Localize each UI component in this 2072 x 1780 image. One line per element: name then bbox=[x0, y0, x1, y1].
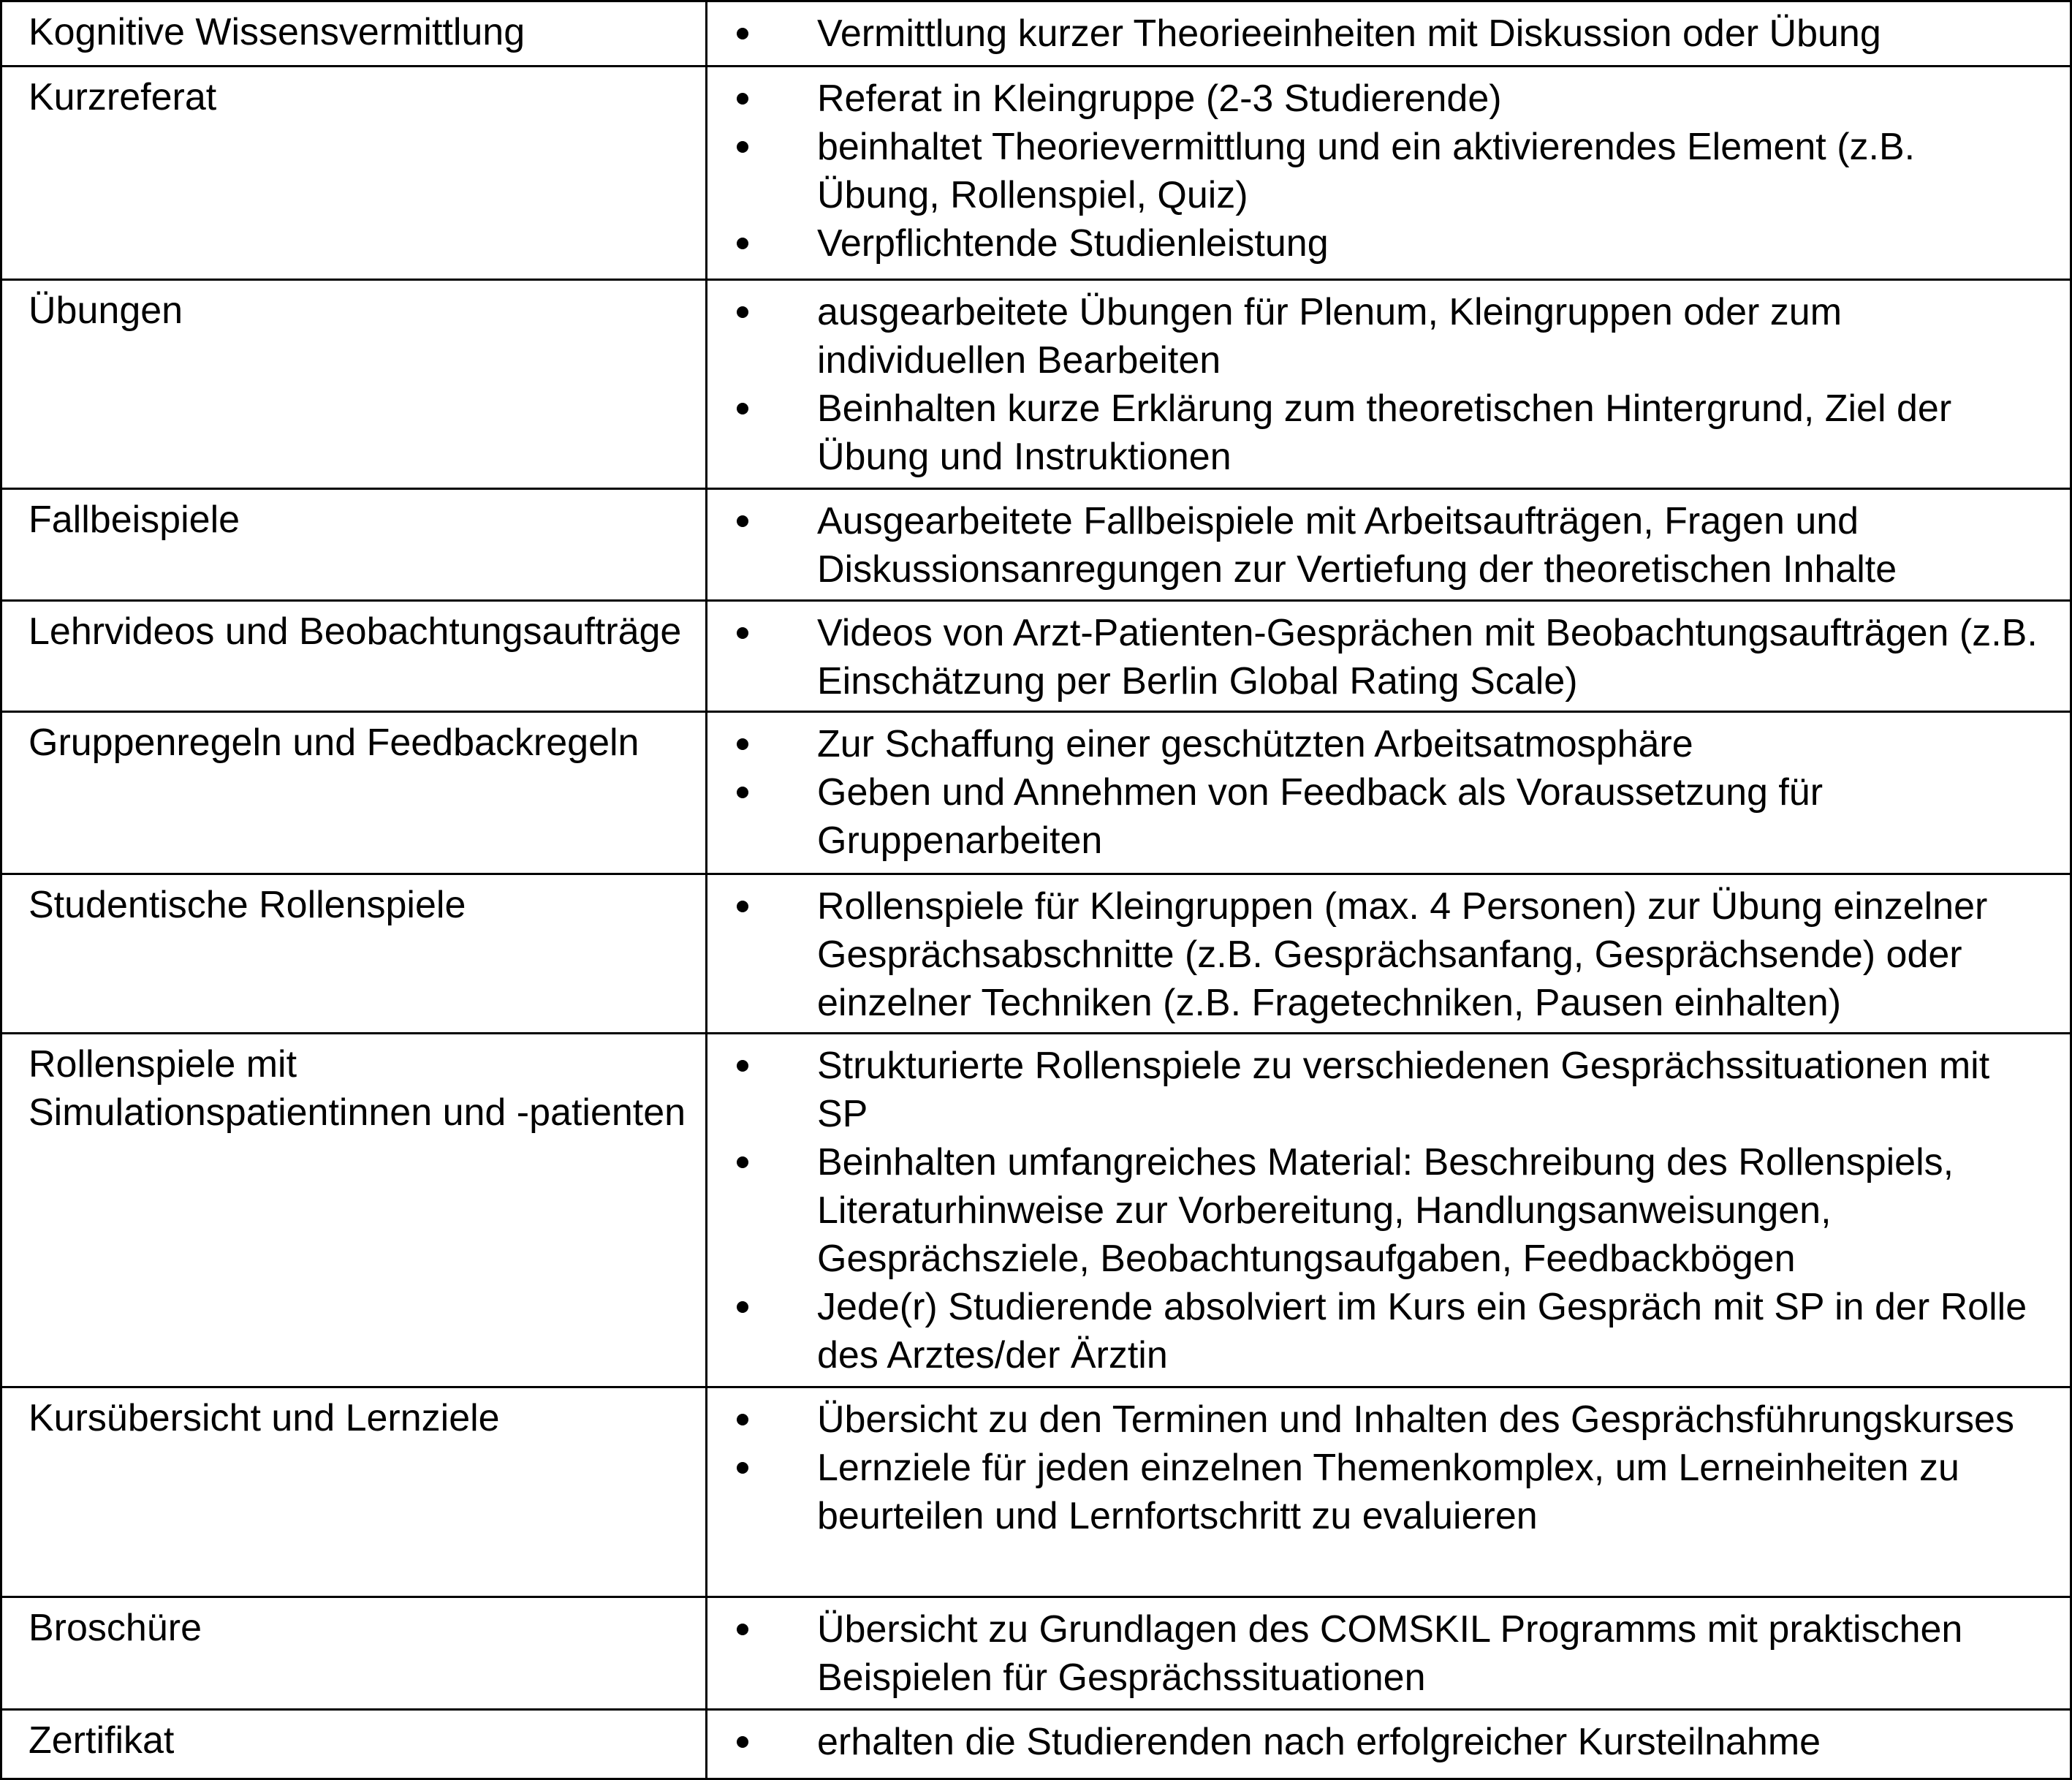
bullet-text: Videos von Arzt-Patienten-Gesprächen mit Beobachtungsaufträgen (z.B. Einschätzung per Berlin Global Rating Scale) bbox=[817, 612, 2038, 702]
bullet-icon bbox=[737, 141, 748, 153]
row-label-cell bbox=[1, 1, 707, 67]
list-item bbox=[707, 288, 2048, 385]
list-item bbox=[707, 1138, 2048, 1283]
list-item bbox=[707, 1395, 2048, 1444]
table-row bbox=[1, 67, 2071, 280]
table-row bbox=[1, 874, 2071, 1034]
bullet-icon bbox=[737, 238, 748, 249]
bullet-icon bbox=[737, 1736, 748, 1748]
row-label-cell bbox=[1, 280, 707, 489]
row-label: Kognitive Wissensvermittlung bbox=[29, 11, 525, 53]
bullet-icon bbox=[737, 1462, 748, 1474]
row-label-cell bbox=[1, 67, 707, 280]
bullet-text: Verpflichtende Studienleistung bbox=[817, 222, 1329, 265]
list-item bbox=[707, 882, 2048, 1027]
table-row bbox=[1, 712, 2071, 874]
row-label-cell bbox=[1, 601, 707, 712]
row-label: Fallbeispiele bbox=[29, 499, 240, 541]
row-label: Kurzreferat bbox=[29, 76, 217, 118]
bullet-list bbox=[707, 1395, 2048, 1540]
row-content-cell bbox=[707, 874, 2071, 1034]
row-content-cell bbox=[707, 1597, 2071, 1710]
list-item bbox=[707, 75, 2048, 123]
list-item bbox=[707, 385, 2048, 481]
row-content-cell bbox=[707, 1387, 2071, 1597]
row-label-cell bbox=[1, 1034, 707, 1387]
list-item bbox=[707, 219, 2048, 268]
row-label: Zertifikat bbox=[29, 1719, 175, 1762]
bullet-text: beinhaltet Theorievermittlung und ein aktivierendes Element (z.B. Übung, Rollenspiel, Quiz) bbox=[817, 126, 1916, 216]
row-content-cell bbox=[707, 489, 2071, 601]
row-label: Übungen bbox=[29, 289, 183, 332]
bullet-text: Übersicht zu Grundlagen des COMSKIL Programms mit praktischen Beispielen für Gesprächssituationen bbox=[817, 1608, 1963, 1699]
bullet-text: Übersicht zu den Terminen und Inhalten des Gesprächsführungskurses bbox=[817, 1398, 2014, 1441]
bullet-icon bbox=[737, 28, 748, 39]
row-label: Gruppenregeln und Feedbackregeln bbox=[29, 722, 640, 764]
table-row bbox=[1, 1597, 2071, 1710]
row-label: Kursübersicht und Lernziele bbox=[29, 1397, 500, 1439]
bullet-text: Ausgearbeitete Fallbeispiele mit Arbeitsaufträgen, Fragen und Diskussionsanregungen zur Vertiefung der theoretischen Inhalte bbox=[817, 500, 1897, 591]
table-row bbox=[1, 1, 2071, 67]
bullet-text: Zur Schaffung einer geschützten Arbeitsatmosphäre bbox=[817, 723, 1693, 765]
row-label: Rollenspiele mit Simulationspatientinnen und -patienten bbox=[29, 1043, 686, 1134]
bullet-list bbox=[707, 288, 2048, 481]
bullet-list bbox=[707, 1605, 2048, 1702]
bullet-text: erhalten die Studierenden nach erfolgreicher Kursteilnahme bbox=[817, 1721, 1821, 1763]
bullet-list bbox=[707, 497, 2048, 594]
bullet-icon bbox=[737, 787, 748, 798]
bullet-text: Strukturierte Rollenspiele zu verschiedenen Gesprächssituationen mit SP bbox=[817, 1045, 1990, 1135]
bullet-list bbox=[707, 609, 2048, 705]
bullet-text: Rollenspiele für Kleingruppen (max. 4 Personen) zur Übung einzelner Gesprächsabschnitte (z.B. Gesprächsanfang, Gesprächsende) oder einzelner Techniken (z.B. Fragetechniken, Pausen einhalten) bbox=[817, 885, 1988, 1024]
row-content-cell bbox=[707, 1710, 2071, 1779]
bullet-list bbox=[707, 720, 2048, 865]
bullet-text: Beinhalten umfangreiches Material: Beschreibung des Rollenspiels, Literaturhinweise zur Vorbereitung, Handlungsanweisungen, Gesprächsziele, Beobachtungsaufgaben, Feedbackbögen bbox=[817, 1141, 1954, 1280]
bullet-text: Geben und Annehmen von Feedback als Voraussetzung für Gruppenarbeiten bbox=[817, 771, 1824, 862]
list-item bbox=[707, 1042, 2048, 1138]
list-item bbox=[707, 1444, 2048, 1540]
row-label-cell bbox=[1, 712, 707, 874]
bullet-icon bbox=[737, 93, 748, 105]
bullet-text: Vermittlung kurzer Theorieeinheiten mit Diskussion oder Übung bbox=[817, 12, 1881, 55]
list-item bbox=[707, 768, 2048, 865]
row-content-cell bbox=[707, 280, 2071, 489]
bullet-icon bbox=[737, 1060, 748, 1072]
row-content-cell bbox=[707, 67, 2071, 280]
row-label: Broschüre bbox=[29, 1607, 202, 1649]
table-row bbox=[1, 489, 2071, 601]
bullet-text: Lernziele für jeden einzelnen Themenkomplex, um Lerneinheiten zu beurteilen und Lernfortschritt zu evaluieren bbox=[817, 1447, 1959, 1537]
bullet-icon bbox=[737, 738, 748, 750]
bullet-list bbox=[707, 1718, 2048, 1766]
row-content-cell bbox=[707, 712, 2071, 874]
list-item bbox=[707, 10, 2048, 58]
bullet-icon bbox=[737, 901, 748, 912]
row-label-cell bbox=[1, 1710, 707, 1779]
list-item bbox=[707, 1605, 2048, 1702]
bullet-icon bbox=[737, 1156, 748, 1168]
list-item bbox=[707, 720, 2048, 768]
table-row bbox=[1, 601, 2071, 712]
row-label-cell bbox=[1, 874, 707, 1034]
bullet-icon bbox=[737, 1301, 748, 1313]
table-row bbox=[1, 1034, 2071, 1387]
table-row bbox=[1, 1387, 2071, 1597]
list-item bbox=[707, 123, 2048, 219]
bullet-icon bbox=[737, 1414, 748, 1425]
table-row bbox=[1, 280, 2071, 489]
bullet-list bbox=[707, 10, 2048, 58]
row-content-cell bbox=[707, 1034, 2071, 1387]
bullet-text: Referat in Kleingruppe (2-3 Studierende) bbox=[817, 77, 1502, 120]
bullet-icon bbox=[737, 1624, 748, 1635]
row-label-cell bbox=[1, 489, 707, 601]
list-item bbox=[707, 609, 2048, 705]
bullet-list bbox=[707, 882, 2048, 1027]
row-label: Studentische Rollenspiele bbox=[29, 884, 466, 926]
list-item bbox=[707, 1283, 2048, 1379]
row-label-cell bbox=[1, 1387, 707, 1597]
table-row bbox=[1, 1710, 2071, 1779]
bullet-icon bbox=[737, 627, 748, 639]
bullet-list bbox=[707, 1042, 2048, 1379]
row-content-cell bbox=[707, 601, 2071, 712]
list-item bbox=[707, 1718, 2048, 1766]
bullet-text: Beinhalten kurze Erklärung zum theoretischen Hintergrund, Ziel der Übung und Instruktionen bbox=[817, 387, 1952, 478]
bullet-text: Jede(r) Studierende absolviert im Kurs ein Gespräch mit SP in der Rolle des Arztes/der Ärztin bbox=[817, 1286, 2027, 1376]
row-label: Lehrvideos und Beobachtungsaufträge bbox=[29, 610, 682, 653]
bullet-text: ausgearbeitete Übungen für Plenum, Kleingruppen oder zum individuellen Bearbeiten bbox=[817, 291, 1843, 382]
list-item bbox=[707, 497, 2048, 594]
bullet-list bbox=[707, 75, 2048, 268]
bullet-icon bbox=[737, 403, 748, 414]
bullet-icon bbox=[737, 306, 748, 318]
row-content-cell bbox=[707, 1, 2071, 67]
row-label-cell bbox=[1, 1597, 707, 1710]
bullet-icon bbox=[737, 515, 748, 527]
